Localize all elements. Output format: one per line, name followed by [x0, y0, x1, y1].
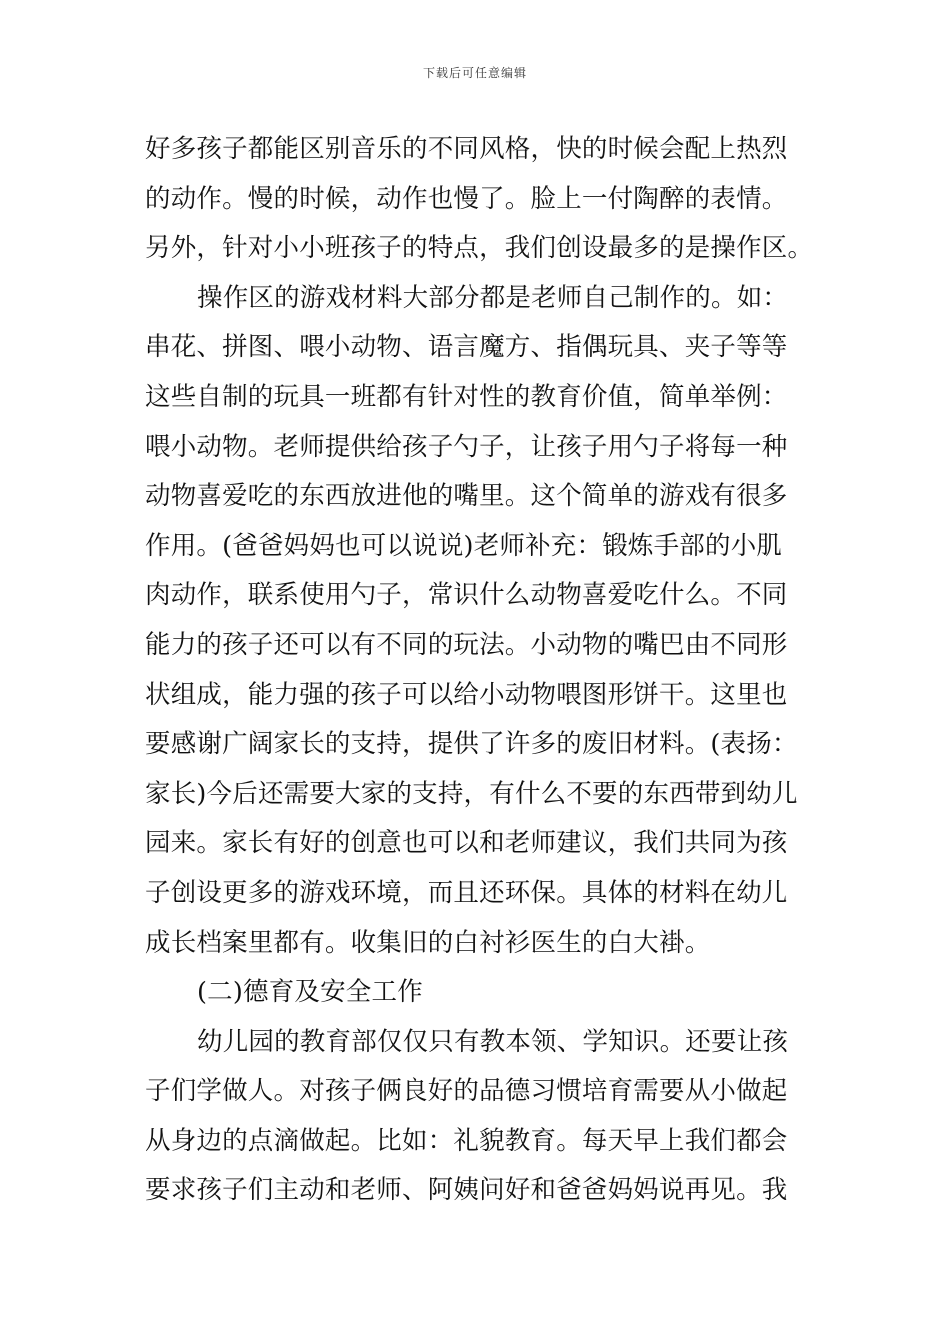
paragraph-line: 串花、拼图、喂小动物、语言魔方、指偶玩具、夹子等等: [145, 332, 788, 363]
paragraph-line: 能力的孩子还可以有不同的玩法。小动物的嘴巴由不同形: [145, 629, 788, 660]
paragraph-line: 作用。(爸爸妈妈也可以说说)老师补充：锻炼手部的小肌: [145, 530, 783, 561]
paragraph-line: 成长档案里都有。收集旧的白衬衫医生的白大褂。: [145, 927, 711, 958]
paragraph-line: 的动作。慢的时候，动作也慢了。脸上一付陶醉的表情。: [145, 183, 788, 214]
section-heading: (二)德育及安全工作: [197, 977, 423, 1008]
page-header: 下载后可任意编辑: [422, 66, 527, 80]
paragraph-line: 动物喜爱吃的东西放进他的嘴里。这个简单的游戏有很多: [145, 481, 788, 512]
paragraph-line: 状组成，能力强的孩子可以给小动物喂图形饼干。这里也: [145, 679, 788, 710]
paragraph-line: 要感谢广阔家长的支持，提供了许多的废旧材料。(表扬：: [145, 729, 798, 760]
document-body: [145, 125, 814, 1216]
paragraph-line: 子们学做人。对孩子俩良好的品德习惯培育需要从小做起: [145, 1076, 788, 1107]
paragraph-line: 子创设更多的游戏环境，而且还环保。具体的材料在幼儿: [145, 877, 788, 908]
paragraph-line: 这些自制的玩具一班都有针对性的教育价值，简单举例：: [145, 381, 788, 412]
paragraph-line: 好多孩子都能区别音乐的不同风格，快的时候会配上热烈: [145, 134, 788, 164]
paragraph-line: 操作区的游戏材料大部分都是老师自己制作的。如：: [197, 282, 789, 313]
paragraph-line: 要求孩子们主动和老师、阿姨问好和爸爸妈妈说再见。我: [145, 1175, 788, 1206]
paragraph-line: 另外，针对小小班孩子的特点，我们创设最多的是操作区。: [145, 233, 814, 264]
paragraph-line: 园来。家长有好的创意也可以和老师建议，我们共同为孩: [145, 828, 788, 859]
paragraph-line: 幼儿园的教育部仅仅只有教本领、学知识。还要让孩: [197, 1026, 789, 1057]
paragraph-line: 肉动作，联系使用勺子，常识什么动物喜爱吃什么。不同: [145, 580, 788, 611]
paragraph-line: 家长)今后还需要大家的支持，有什么不要的东西带到幼儿: [145, 778, 798, 809]
paragraph-line: 从身边的点滴做起。比如：礼貌教育。每天早上我们都会: [145, 1125, 788, 1156]
paragraph-line: 喂小动物。老师提供给孩子勺子，让孩子用勺子将每一种: [145, 431, 788, 462]
